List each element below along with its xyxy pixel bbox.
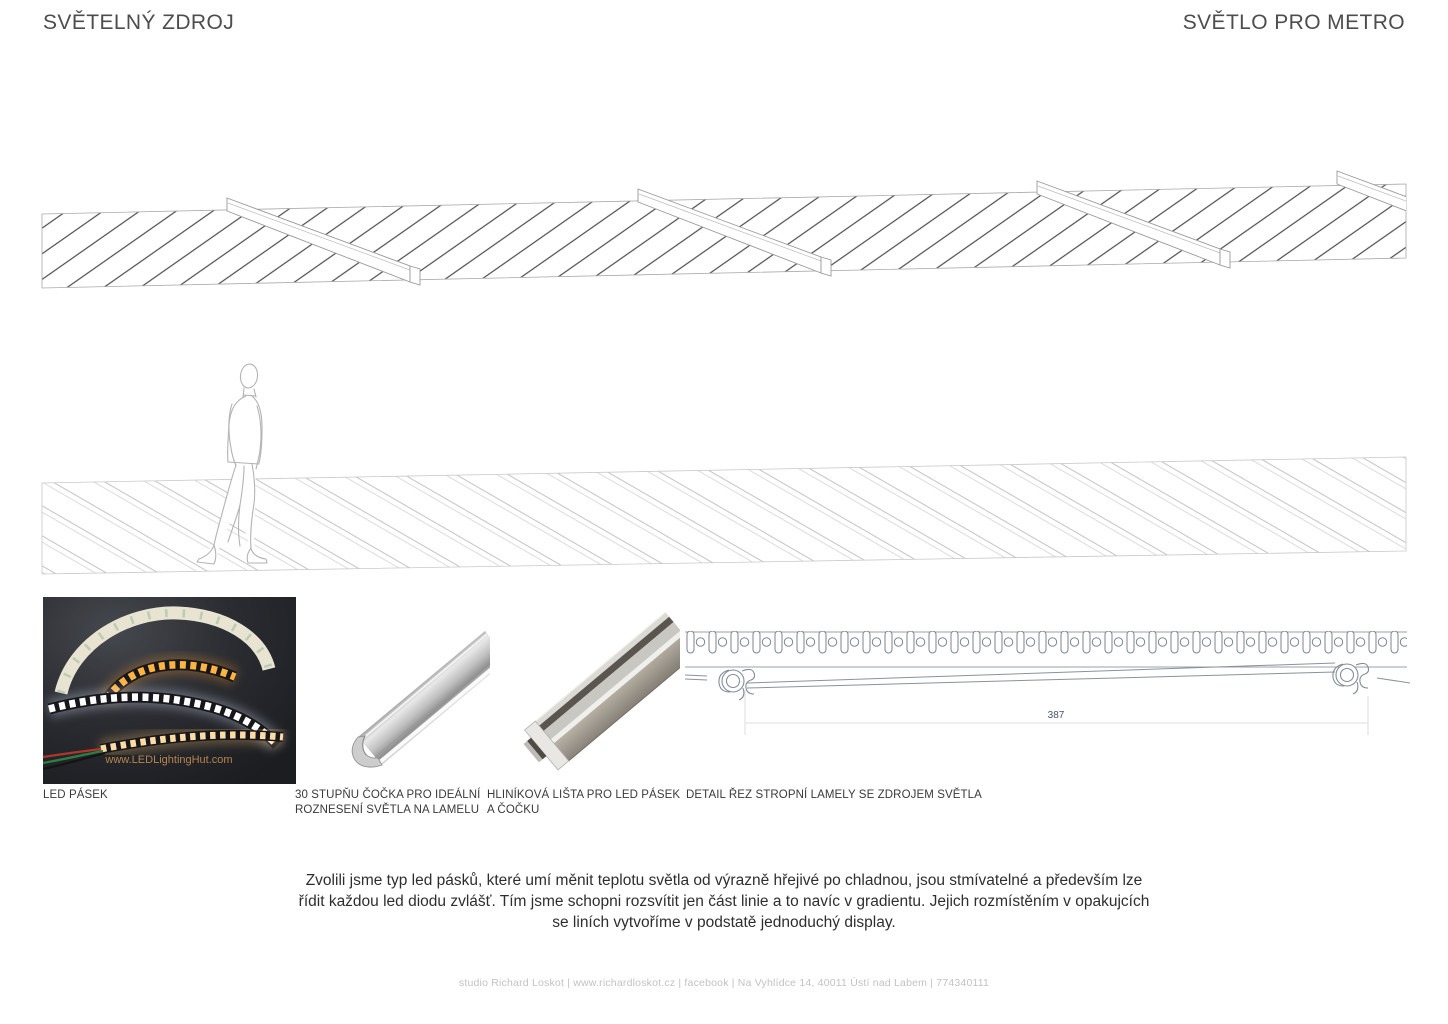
right-clamp-detail — [1333, 663, 1369, 694]
caption-led-strip: LED PÁSEK — [43, 789, 108, 801]
aluminum-profile-render — [500, 603, 680, 783]
studio-footer: studio Richard Loskot | www.richardloskot.cz | facebook | Na Vyhlídce 14, 40011 Ústí nad Labem | 774340111 — [458, 977, 990, 989]
led-strip-photo — [43, 597, 296, 784]
caption-aluminum-profile: HLINÍKOVÁ LIŠTA PRO LED PÁSEK A ČOČKU — [487, 789, 681, 816]
page-title: SVĚTELNÝ ZDROJ — [43, 11, 235, 34]
caption-section-detail: DETAIL ŘEZ STROPNÍ LAMELY SE ZDROJEM SVĚTLA — [686, 789, 982, 801]
lens-render — [300, 603, 490, 783]
dimension-label: 387 — [1047, 710, 1065, 721]
project-title: SVĚTLO PRO METRO — [1182, 11, 1405, 34]
left-clamp-detail — [719, 669, 755, 700]
photo-watermark: www.LEDLightingHut.com — [105, 754, 233, 766]
section-detail-drawing — [685, 626, 1410, 741]
ceiling-isometric-drawing — [42, 171, 1448, 288]
caption-lens: 30 STUPŇU ČOČKA PRO IDEÁLNÍ ROZNESENÍ SVĚTLA NA LAMELU — [295, 789, 481, 816]
description-paragraph: Zvolili jsme typ led pásků, které umí měnit teplotu světla od výrazně hřejivé po chladnou, jsou stmívatelné a především lze řídit každou led diodu zvlášť. Tím jsme schopni rozsvítit jen část linie a to navíc v gradientu. Jejich rozmístěním v opakujcích se liních vytvoříme v podstatě jednoduchý display. — [298, 872, 1150, 931]
